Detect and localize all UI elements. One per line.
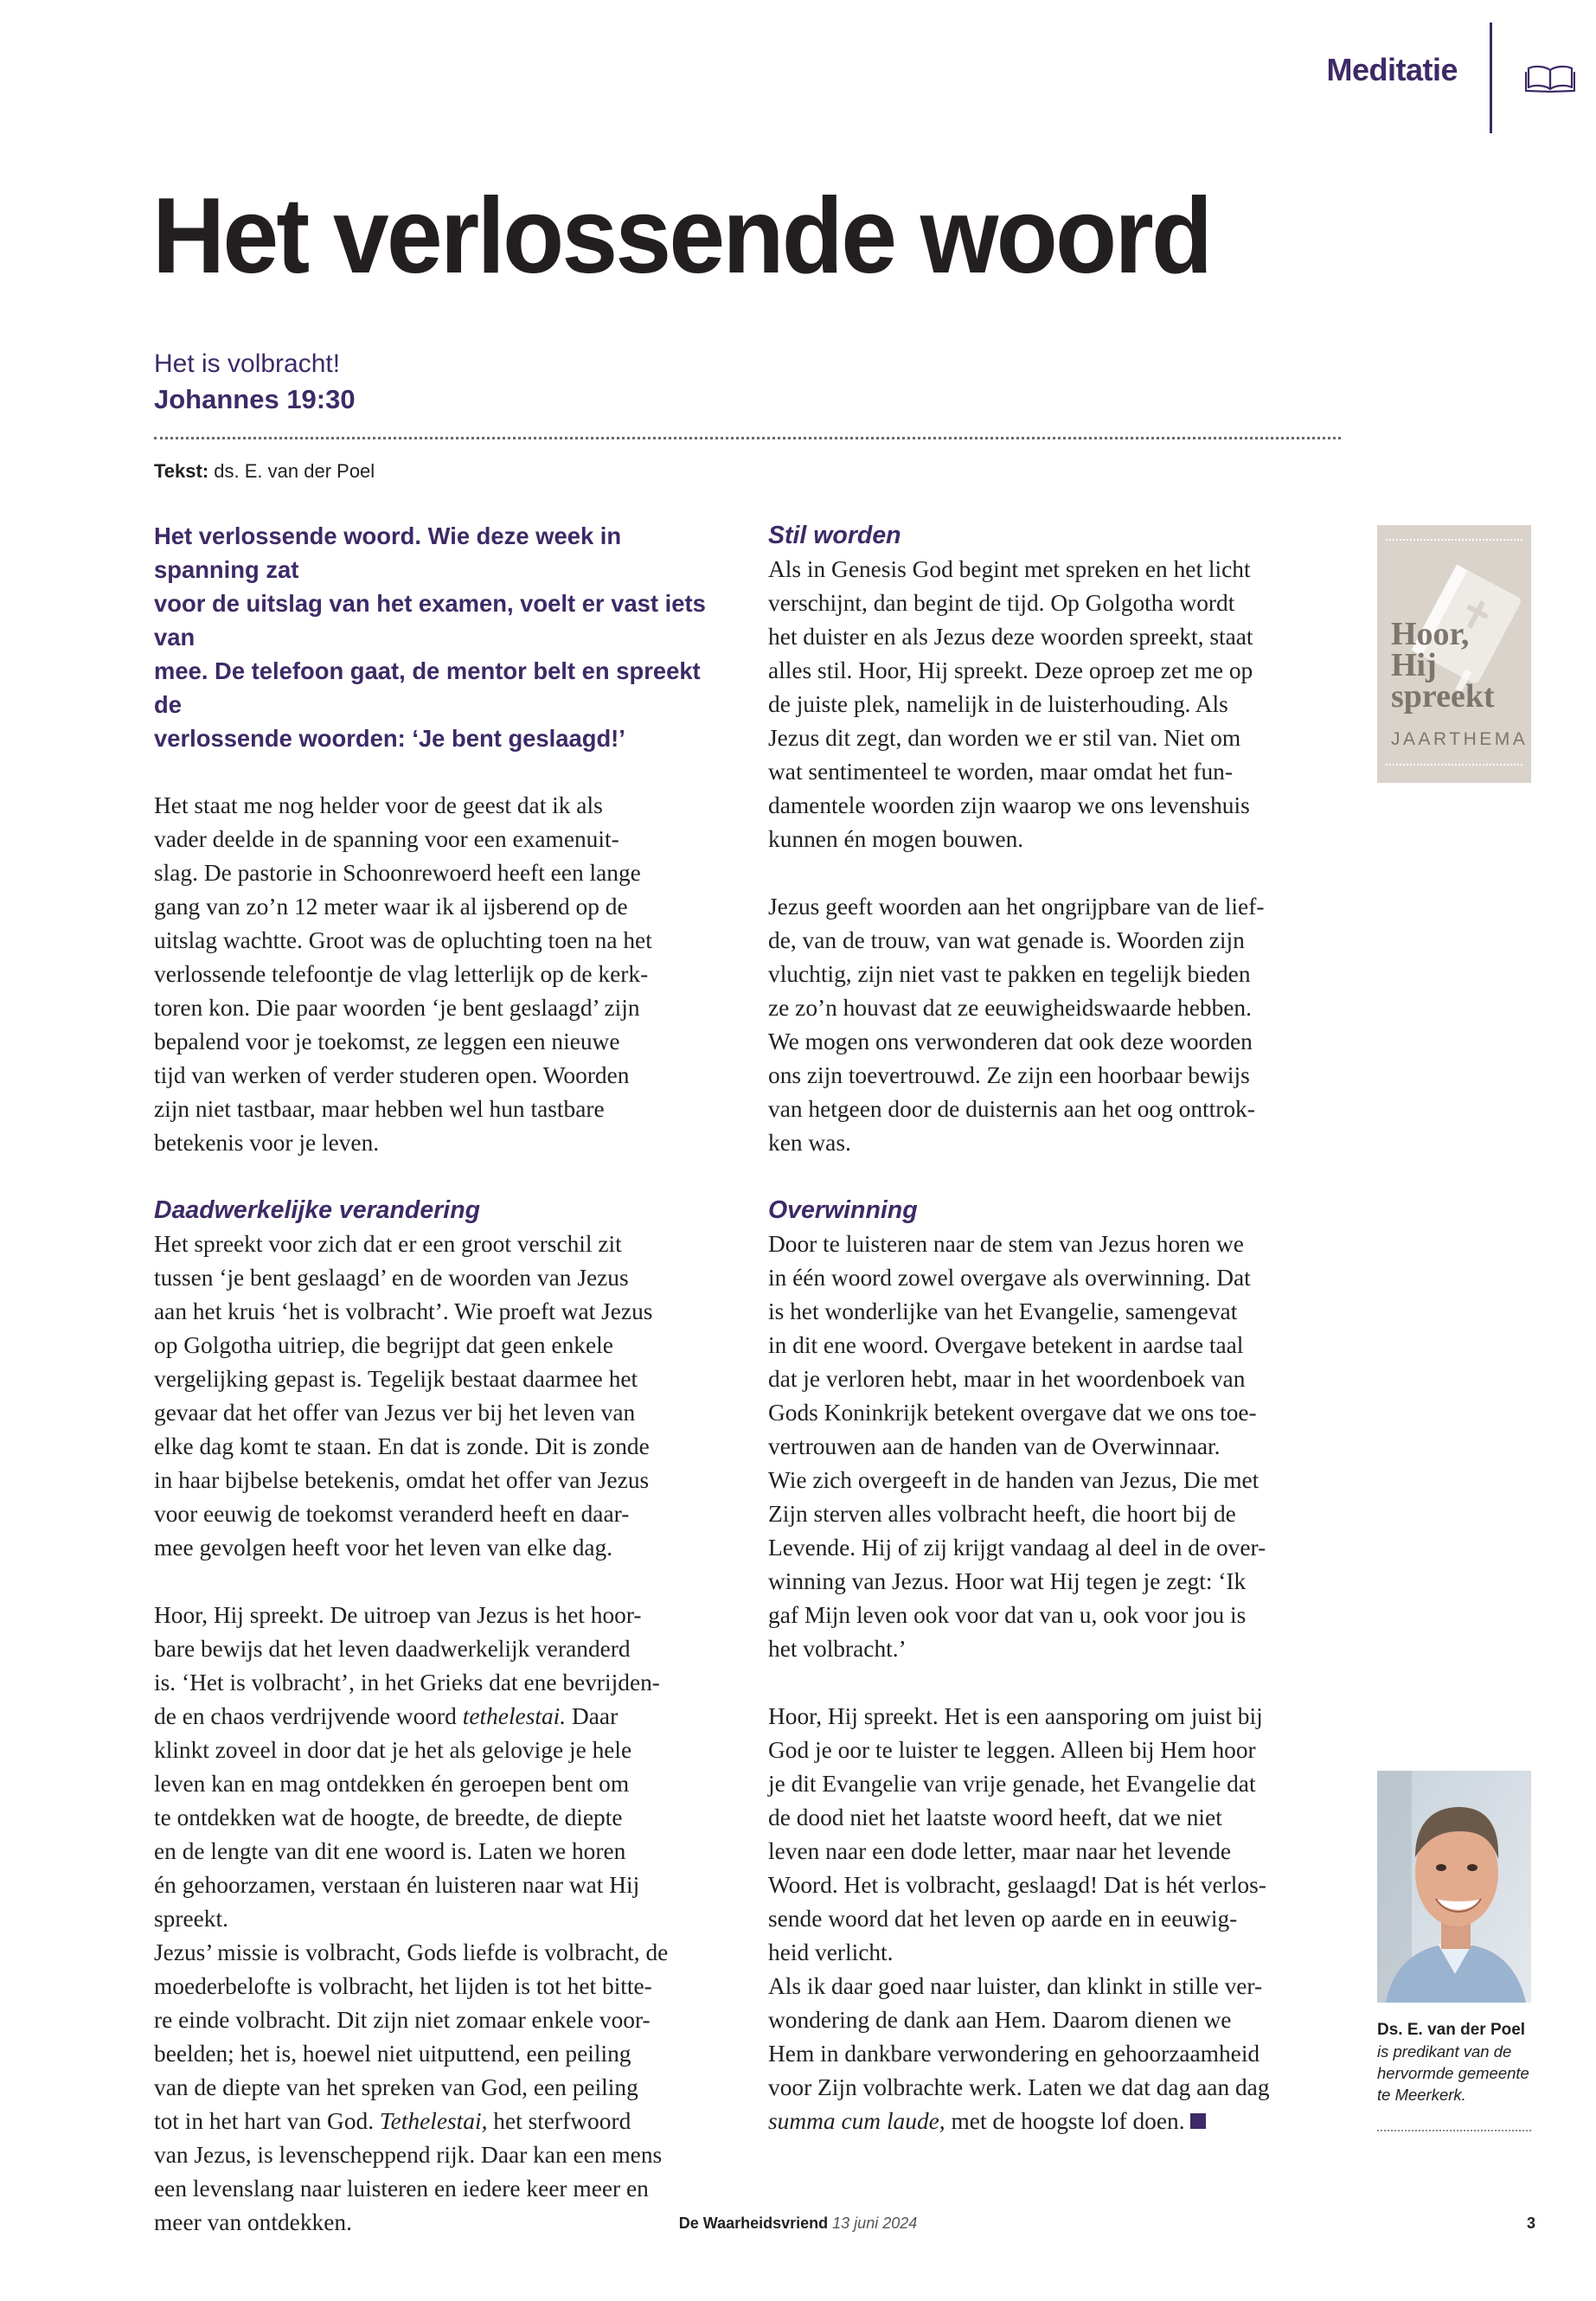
text-line: voor Zijn volbrachte werk. Laten we dat dag aan dag (768, 2074, 1270, 2100)
year-theme-subtitle: JAARTHEMA (1391, 729, 1529, 749)
text-line: tussen ‘je bent geslaagd’ en de woorden van Jezus (154, 1265, 629, 1291)
text-line: ken was. (768, 1130, 851, 1156)
text-line: God je oor te luister te leggen. Alleen bij Hem hoor (768, 1737, 1256, 1763)
text-line: in één woord zowel overgave als overwinning. Dat (768, 1265, 1251, 1291)
end-mark-icon (1190, 2113, 1206, 2129)
subheading: Stil worden (768, 522, 901, 549)
text-line: summa cum laude, met de hoogste lof doen. (768, 2105, 1343, 2138)
text-line: verschijnt, dan begint de tijd. Op Golgotha wordt (768, 590, 1235, 616)
article-title: Het verlossende woord (152, 176, 1211, 296)
bible-reference: Johannes 19:30 (154, 384, 356, 414)
text-line: vader deelde in de spanning voor een examenuit- (154, 826, 619, 852)
text-line: vertrouwen aan de handen van de Overwinnaar. (768, 1433, 1221, 1459)
paragraph (154, 1599, 729, 2240)
text-line: is predikant van de (1377, 2042, 1512, 2061)
text-line: Jezus’ missie is volbracht, Gods liefde is volbracht, de (154, 1939, 669, 1965)
text-line: beelden; het is, hoewel niet uitputtend, een peiling (154, 2041, 631, 2067)
text-line: Door te luisteren naar de stem van Jezus horen we (768, 1231, 1244, 1257)
text-line: mee. De telefoon gaat, de mentor belt en spreekt de (154, 657, 701, 718)
paragraph (154, 789, 729, 1160)
dotted-divider (154, 437, 1341, 439)
text-line: is. ‘Het is volbracht’, in het Grieks dat ene bevrijden- (154, 1670, 660, 1695)
text-line: klinkt zoveel in door dat je het als gelovige je hele (154, 1737, 632, 1763)
text-line: dat je verloren hebt, maar in het woordenboek van (768, 1366, 1246, 1392)
text-line: bepalend voor je toekomst, ze leggen een nieuwe (154, 1029, 620, 1054)
text-line: de, van de trouw, van wat genade is. Woorden zijn (768, 927, 1245, 953)
text-line: wat sentimenteel te worden, maar omdat het fun- (768, 759, 1233, 785)
text-line: spreekt. (154, 1906, 228, 1932)
text-line: de en chaos verdrijvende woord tethelestai. Daar (154, 1703, 619, 1729)
paragraph (768, 890, 1343, 1160)
text-line: damentele woorden zijn waarop we ons levenshuis (768, 792, 1250, 818)
text-line: Jezus geeft woorden aan het ongrijpbare van de lief- (768, 894, 1265, 920)
year-theme-line: Hij (1391, 647, 1437, 683)
text-line: Het staat me nog helder voor de geest dat ik als (154, 792, 603, 818)
text-line: het duister en als Jezus deze woorden spreekt, staat (768, 624, 1253, 650)
column-left (154, 519, 729, 2240)
text-line: toren kon. Die paar woorden ‘je bent geslaagd’ zijn (154, 995, 640, 1021)
text-line: moederbelofte is volbracht, het lijden is tot het bitte- (154, 1973, 652, 1999)
text-line: leven kan en mag ontdekken én geroepen bent om (154, 1771, 630, 1797)
text-line: Als in Genesis God begint met spreken en het licht (768, 556, 1251, 582)
footer-magazine: De Waarheidsvriend (678, 2214, 829, 2232)
year-theme-line: spreekt (1391, 678, 1495, 715)
caption-text (1377, 2041, 1533, 2106)
text-line: én gehoorzamen, verstaan én luisteren naar wat Hij (154, 1872, 640, 1898)
text-line: je dit Evangelie van vrije genade, het Evangelie dat (768, 1771, 1256, 1797)
text-line: voor de uitslag van het examen, voelt er vast iets van (154, 590, 706, 651)
text-line: ze zo’n houvast dat ze eeuwigheidswaarde hebben. (768, 995, 1252, 1021)
text-line: vluchtig, zijn niet vast te pakken en tegelijk bieden (768, 961, 1251, 987)
text-line: tijd van werken of verder studeren open. Woorden (154, 1062, 630, 1088)
text-line: mee gevolgen heeft voor het leven van elke dag. (154, 1535, 613, 1561)
text-line: heid verlicht. (768, 1939, 894, 1965)
byline-author: ds. E. van der Poel (214, 460, 375, 482)
text-line: Woord. Het is volbracht, geslaagd! Dat is hét verlos- (768, 1872, 1266, 1898)
book-icon (1525, 63, 1575, 93)
text-line: alles stil. Hoor, Hij spreekt. Deze oproep zet me op (768, 657, 1253, 683)
text-line: Levende. Hij of zij krijgt vandaag al deel in de over- (768, 1535, 1266, 1561)
text-line: een levenslang naar luisteren en iedere keer meer en (154, 2176, 649, 2202)
text-line: hervormde gemeente (1377, 2064, 1529, 2082)
text-line: elke dag komt te staan. En dat is zonde. Dit is zonde (154, 1433, 650, 1459)
text-line: gaf Mijn leven ook voor dat van u, ook voor jou is (768, 1602, 1247, 1628)
text-line: aan het kruis ‘het is volbracht’. Wie proeft wat Jezus (154, 1298, 653, 1324)
text-line: meer van ontdekken. (154, 2209, 352, 2235)
paragraph (154, 1227, 729, 1565)
text-line: Gods Koninkrijk betekent overgave dat we ons toe- (768, 1400, 1257, 1426)
text-line: Het verlossende woord. Wie deze week in spanning zat (154, 522, 622, 583)
text-line: gang van zo’n 12 meter waar ik al ijsberend op de (154, 894, 628, 920)
text-line: uitslag wachtte. Groot was de opluchting toen na het (154, 927, 652, 953)
text-line: zijn niet tastbaar, maar hebben wel hun tastbare (154, 1096, 605, 1122)
text-line: Hoor, Hij spreekt. De uitroep van Jezus is het hoor- (154, 1602, 642, 1628)
caption-divider (1377, 2130, 1531, 2131)
text-line: sende woord dat het leven op aarde en in eeuwig- (768, 1906, 1238, 1932)
caption-name: Ds. E. van der Poel (1377, 2021, 1526, 2039)
text-line: de juiste plek, namelijk in de luisterhouding. Als (768, 691, 1228, 717)
text-line: wondering de dank aan Hem. Daarom dienen we (768, 2007, 1232, 2033)
subheading: Daadwerkelijke verandering (154, 1196, 481, 1224)
subheading: Overwinning (768, 1196, 918, 1224)
year-theme-box (1377, 525, 1531, 783)
text-line: voor eeuwig de toekomst veranderd heeft en daar- (154, 1501, 630, 1527)
text-line: betekenis voor je leven. (154, 1130, 380, 1156)
text-line: op Golgotha uitriep, die begrijpt dat geen enkele (154, 1332, 613, 1358)
text-line: leven naar een dode letter, maar naar het levende (768, 1838, 1231, 1864)
text-line: tot in het hart van God. Tethelestai, het sterfwoord (154, 2108, 631, 2134)
author-photo (1377, 1771, 1531, 2003)
text-line: in haar bijbelse betekenis, omdat het offer van Jezus (154, 1467, 650, 1493)
text-line: Wie zich overgeeft in de handen van Jezus, Die met (768, 1467, 1259, 1493)
text-line: in dit ene woord. Overgave betekent in aardse taal (768, 1332, 1244, 1358)
byline (154, 460, 375, 483)
text-line: Zijn sterven alles volbracht heeft, die hoort bij de (768, 1501, 1236, 1527)
text-line: te Meerkerk. (1377, 2086, 1466, 2104)
text-line: de dood niet het laatste woord heeft, dat we niet (768, 1804, 1222, 1830)
paragraph (768, 553, 1343, 856)
text-line: van Jezus, is levenscheppend rijk. Daar kan een mens (154, 2142, 663, 2168)
text-line: verlossende woorden: ‘Je bent geslaagd!’ (154, 725, 625, 752)
text-line: is het wonderlijke van het Evangelie, samengevat (768, 1298, 1238, 1324)
text-line: Het spreekt voor zich dat er een groot verschil zit (154, 1231, 622, 1257)
text-line: bare bewijs dat het leven daadwerkelijk veranderd (154, 1636, 631, 1662)
text-line: van hetgeen door de duisternis aan het oog onttrok- (768, 1096, 1255, 1122)
text-line: winning van Jezus. Hoor wat Hij tegen je zegt: ‘Ik (768, 1568, 1247, 1594)
page-number: 3 (1526, 2214, 1535, 2232)
text-line: Jezus dit zegt, dan worden we er stil van. Niet om (768, 725, 1241, 751)
column-right (768, 519, 1343, 2138)
footer-date: 13 juni 2024 (832, 2214, 918, 2232)
footer (0, 2214, 1596, 2233)
text-line: gevaar dat het offer van Jezus ver bij het leven van (154, 1400, 636, 1426)
text-line: van de diepte van het spreken van God, een peiling (154, 2074, 638, 2100)
text-line: slag. De pastorie in Schoonrewoerd heeft een lange (154, 860, 641, 886)
year-theme-line: Hoor, (1391, 616, 1470, 652)
text-line: het volbracht.’ (768, 1636, 907, 1662)
paragraph (768, 1700, 1343, 2138)
bible-quote: Het is volbracht! (154, 349, 341, 378)
byline-label: Tekst: (154, 460, 209, 482)
section-label: Meditatie (1326, 52, 1458, 87)
header-divider (1490, 22, 1492, 133)
text-line: Als ik daar goed naar luister, dan klinkt in stille ver- (768, 1973, 1263, 1999)
text-line: re einde volbracht. Dit zijn niet zomaar enkele voor- (154, 2007, 651, 2033)
text-line: ons zijn toevertrouwd. Ze zijn een hoorbaar bewijs (768, 1062, 1250, 1088)
text-line: en de lengte van dit ene woord is. Laten we horen (154, 1838, 626, 1864)
text-line: vergelijking gepast is. Tegelijk bestaat daarmee het (154, 1366, 638, 1392)
paragraph (768, 1227, 1343, 1666)
text-line: We mogen ons verwonderen dat ook deze woorden (768, 1029, 1253, 1054)
text-line: te ontdekken wat de hoogte, de breedte, de diepte (154, 1804, 623, 1830)
intro-paragraph (154, 519, 729, 755)
photo-caption (1377, 2019, 1533, 2106)
text-line: Hoor, Hij spreekt. Het is een aansporing om juist bij (768, 1703, 1263, 1729)
text-line: verlossende telefoontje de vlag letterlijk op de kerk- (154, 961, 649, 987)
text-line: kunnen én mogen bouwen. (768, 826, 1024, 852)
text-line: Hem in dankbare verwondering en gehoorzaamheid (768, 2041, 1260, 2067)
